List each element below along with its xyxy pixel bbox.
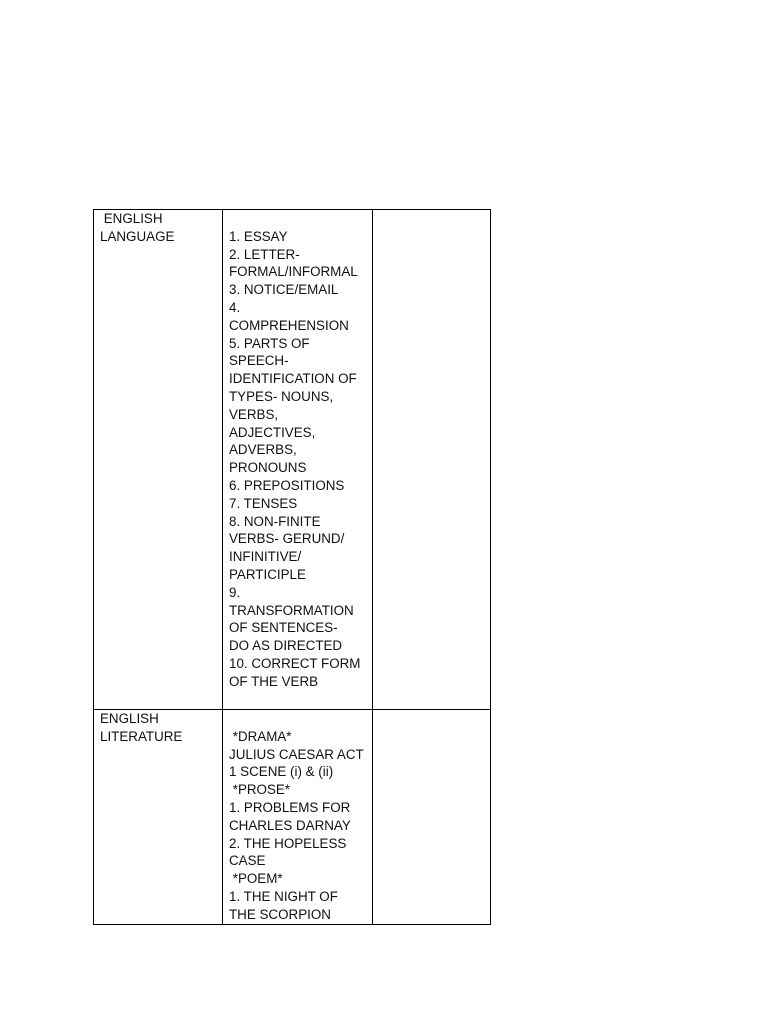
topic-line: IDENTIFICATION OF [229, 371, 357, 387]
table-row [94, 210, 491, 710]
table-row [94, 710, 491, 925]
topic-line [229, 210, 366, 228]
subject-label: ENGLISH LANGUAGE [100, 211, 175, 244]
topic-line: 2. THE HOPELESS [229, 835, 347, 851]
syllabus-table [93, 209, 491, 925]
topic-line: OF SENTENCES- [229, 620, 338, 636]
topic-line: CASE [229, 853, 266, 869]
topic-line: *DRAMA* [229, 728, 292, 744]
topic-line: CHARLES DARNAY [229, 817, 351, 833]
topic-line: SPEECH- [229, 353, 289, 369]
topic-line: DO AS DIRECTED [229, 638, 343, 654]
topics-cell [223, 710, 373, 925]
topic-line: 1. PROBLEMS FOR [229, 799, 351, 815]
topic-line: OF THE VERB [229, 673, 319, 689]
topic-line: PARTICIPLE [229, 566, 306, 582]
topic-line: THE SCORPION [229, 906, 331, 922]
topic-line: *POEM* [229, 871, 283, 887]
topic-line: ADVERBS, [229, 442, 297, 458]
topic-line: VERBS, [229, 406, 279, 422]
topic-line: JULIUS CAESAR ACT [229, 746, 364, 762]
topic-line: 10. CORRECT FORM [229, 655, 361, 671]
topic-line [229, 710, 366, 728]
topic-line: ADJECTIVES, [229, 424, 316, 440]
topic-line: TYPES- NOUNS, [229, 388, 334, 404]
topic-line: VERBS- GERUND/ [229, 531, 345, 547]
topic-line: 1. THE NIGHT OF [229, 888, 338, 904]
subject-cell [94, 710, 223, 925]
topic-line: 5. PARTS OF [229, 335, 310, 351]
topic-line: 9. [229, 584, 241, 600]
topics-cell [223, 210, 373, 710]
remarks-cell [373, 710, 491, 925]
topic-line: 3. NOTICE/EMAIL [229, 282, 339, 298]
topic-line: COMPREHENSION [229, 317, 349, 333]
topic-line: 2. LETTER- [229, 246, 300, 262]
topic-line: 1. ESSAY [229, 228, 288, 244]
topic-line: 7. TENSES [229, 495, 298, 511]
topic-line: 4. [229, 299, 241, 315]
topics-list [229, 210, 366, 691]
topics-list [229, 710, 366, 924]
topic-line: *PROSE* [229, 782, 291, 798]
subject-cell [94, 210, 223, 710]
topic-line: 6. PREPOSITIONS [229, 477, 345, 493]
topic-line: TRANSFORMATION [229, 602, 354, 618]
topic-line: 8. NON-FINITE [229, 513, 321, 529]
topic-line: PRONOUNS [229, 460, 307, 476]
subject-label: ENGLISH LITERATURE [100, 711, 183, 744]
topic-line: 1 SCENE (i) & (ii) [229, 764, 334, 780]
topic-line: INFINITIVE/ [229, 549, 302, 565]
remarks-cell [373, 210, 491, 710]
topic-line: FORMAL/INFORMAL [229, 264, 358, 280]
